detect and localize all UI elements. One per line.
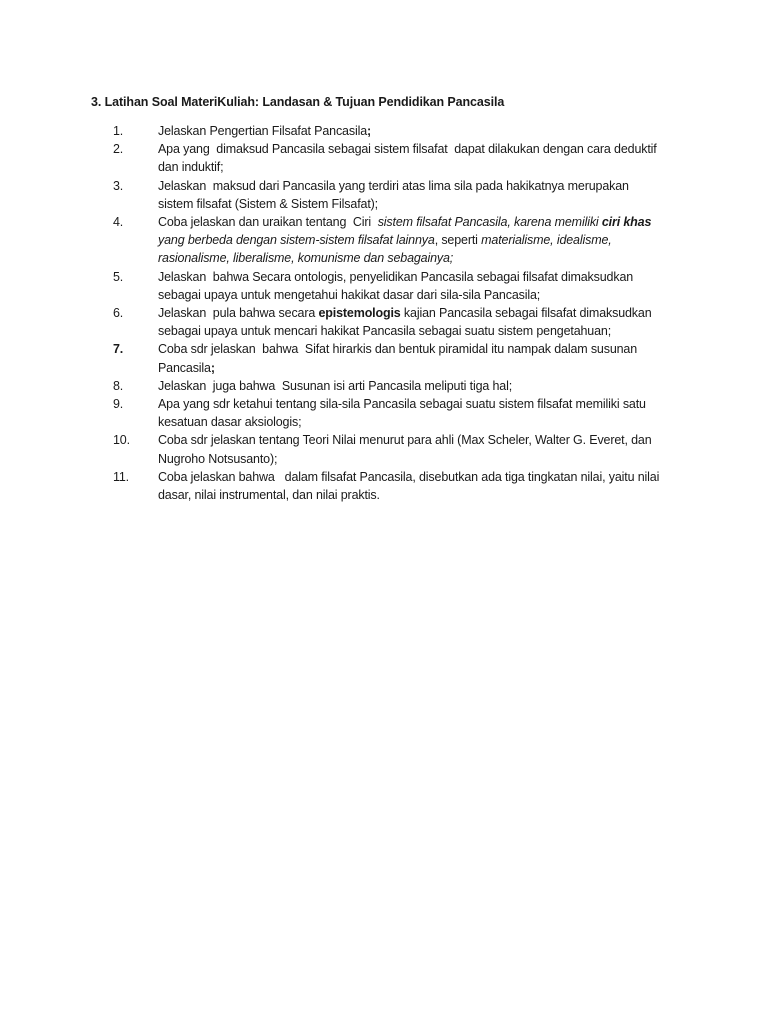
- question-text-line: [158, 158, 678, 176]
- question-text-line: [158, 231, 678, 249]
- question-number: 8.: [113, 378, 124, 393]
- question-text-line: [158, 395, 678, 413]
- question-text-line: [158, 450, 678, 468]
- text-segment: ciri khas: [601, 215, 652, 230]
- text-segment: , seperti: [434, 233, 482, 248]
- question-text: [158, 468, 678, 504]
- text-segment: Jelaskan maksud dari Pancasila yang terdiri atas lima sila pada hakikatnya merupakan: [158, 178, 629, 193]
- question-text-line: [158, 468, 678, 486]
- text-segment: Jelaskan Pengertian Filsafat Pancasila: [158, 124, 368, 138]
- text-segment: sebagai upaya untuk mengetahui hakikat dasar dari sila-sila Pancasila;: [158, 287, 541, 302]
- question-text-line: [158, 213, 678, 231]
- question-number: 11.: [113, 469, 129, 484]
- question-text-line: [158, 431, 678, 449]
- question-text-line: [158, 486, 678, 504]
- text-segment: Apa yang sdr ketahui tentang sila-sila Pancasila sebagai suatu sistem filsafat memiliki satu: [158, 397, 646, 412]
- question-text-line: [158, 268, 678, 286]
- question-item: [0, 213, 768, 268]
- text-segment: yang berbeda dengan sistem-sistem filsafat lainnya: [158, 233, 435, 248]
- question-text: [158, 177, 678, 213]
- text-segment: rasionalisme, liberalisme, komunisme dan sebagainya;: [158, 251, 454, 266]
- question-text-line: [158, 249, 678, 267]
- question-text-line: [158, 322, 678, 340]
- text-segment: Coba jelaskan bahwa dalam filsafat Pancasila, disebutkan ada tiga tingkatan nilai, yaitu nilai: [158, 469, 660, 484]
- question-item: [0, 340, 768, 376]
- text-segment: Pancasila: [158, 360, 211, 375]
- text-segment: dasar, nilai instrumental, dan nilai praktis.: [158, 488, 380, 503]
- question-text: [158, 377, 678, 395]
- question-item: [0, 431, 768, 467]
- question-text: [158, 122, 678, 140]
- question-item: [0, 468, 768, 504]
- question-item: [0, 140, 768, 176]
- question-text-line: [158, 413, 678, 431]
- question-item: [0, 395, 768, 431]
- question-number: 4.: [113, 215, 124, 230]
- question-item: [0, 268, 768, 304]
- question-item: [0, 304, 768, 340]
- question-number: 3.: [113, 178, 124, 193]
- text-segment: Apa yang dimaksud Pancasila sebagai sistem filsafat dapat dilakukan dengan cara deduktif: [158, 142, 657, 157]
- question-text-line: [158, 286, 678, 304]
- question-text-line: [158, 195, 678, 213]
- question-number: 5.: [113, 269, 124, 284]
- question-number: 2.: [113, 142, 124, 157]
- question-number: 10.: [113, 433, 130, 448]
- question-text: [158, 213, 678, 268]
- question-text-line: [158, 304, 678, 322]
- text-segment: Jelaskan pula bahwa secara: [158, 306, 319, 321]
- question-number: 7.: [113, 342, 124, 357]
- text-segment: Coba jelaskan dan uraikan tentang Ciri: [158, 215, 378, 230]
- question-number: 9.: [113, 397, 124, 412]
- question-text-line: [158, 140, 678, 158]
- question-text-line: [158, 377, 678, 395]
- text-segment: epistemologis: [318, 306, 401, 321]
- text-segment: Nugroho Notsusanto);: [158, 451, 278, 466]
- question-text: [158, 395, 678, 431]
- question-text-line: [158, 359, 678, 377]
- text-segment: ;: [210, 360, 215, 375]
- text-segment: dan induktif;: [158, 160, 224, 175]
- text-segment: ;: [367, 124, 372, 138]
- text-segment: Coba sdr jelaskan tentang Teori Nilai menurut para ahli (Max Scheler, Walter G. Everet, dan: [158, 433, 652, 448]
- question-item: [0, 377, 768, 395]
- question-text-line: [158, 122, 678, 140]
- text-segment: kesatuan dasar aksiologis;: [158, 415, 302, 430]
- question-item: [0, 177, 768, 213]
- text-segment: sistem filsafat (Sistem & Sistem Filsafat);: [158, 196, 378, 211]
- text-segment: kajian Pancasila sebagai filsafat dimaksudkan: [400, 306, 652, 321]
- question-text: [158, 268, 678, 304]
- text-segment: Jelaskan bahwa Secara ontologis, penyelidikan Pancasila sebagai filsafat dimaksudkan: [158, 269, 634, 284]
- text-segment: Coba sdr jelaskan bahwa Sifat hirarkis dan bentuk piramidal itu nampak dalam susunan: [158, 342, 638, 357]
- question-number: 6.: [113, 306, 124, 321]
- section-heading: 3. Latihan Soal MateriKuliah: Landasan & Tujuan Pendidikan Pancasila: [91, 95, 505, 109]
- question-text: [158, 304, 678, 340]
- question-text-line: [158, 340, 678, 358]
- question-text-line: [158, 177, 678, 195]
- question-text: [158, 340, 678, 376]
- question-list: [0, 122, 768, 504]
- question-text: [158, 140, 678, 176]
- text-segment: sebagai upaya untuk mencari hakikat Pancasila sebagai suatu sistem pengetahuan;: [158, 324, 612, 339]
- question-number: 1.: [113, 124, 124, 138]
- question-item: [0, 122, 768, 140]
- text-segment: materialisme, idealisme,: [481, 233, 612, 248]
- text-segment: Jelaskan juga bahwa Susunan isi arti Pancasila meliputi tiga hal;: [158, 378, 513, 393]
- text-segment: sistem filsafat Pancasila, karena memiliki: [377, 215, 602, 230]
- question-text: [158, 431, 678, 467]
